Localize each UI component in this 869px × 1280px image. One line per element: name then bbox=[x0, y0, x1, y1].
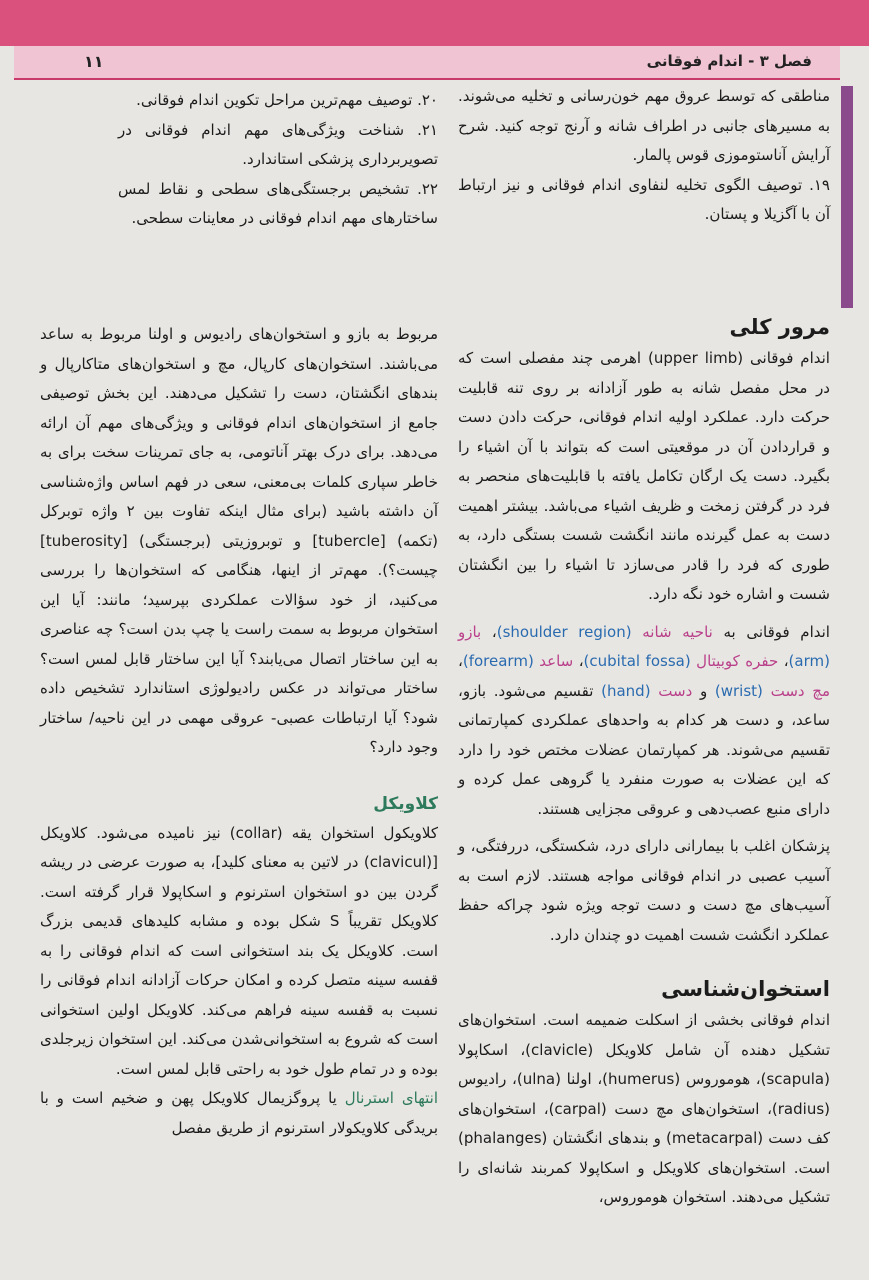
term-arm-en: (arm) bbox=[788, 652, 830, 670]
top-color-band bbox=[0, 0, 869, 46]
term-wrist-en: (wrist) bbox=[714, 681, 763, 700]
term-hand-en: (hand) bbox=[601, 681, 651, 700]
objective-20: ۲۰. توصیف مهم‌ترین مراحل تکوین اندام فوقانی. bbox=[136, 91, 438, 109]
term-arm: بازو bbox=[458, 622, 482, 641]
page-header bbox=[14, 46, 840, 80]
overview-heading: مرور کلی bbox=[729, 315, 830, 339]
overview-paragraph-1: اندام فوقانی (upper limb) اهرمی چند مفصلی است که در محل مفصل شانه به طور آزادانه بر روی تنه قابلیت حرکت دارد. عملکرد اولیه اندام فوقانی، حرکت دادن دست و قراردادن آن در موقعیتی است که بتواند با آن اشیاء را بگیرد. دست یک ارگان تکامل یافته با قابلیت‌های منحصر به فرد در گرفتن زمخت و ظریف اشیاء می‌باشد. بیشتر اهمیت دست به عمل گیرنده مانند انگشت شست بستگی دارد، به طوری که فرد را قادر می‌سازد تا اشیاء را بین انگشتان شست و اشاره خود نگه دارد. bbox=[458, 349, 830, 603]
osteology-heading: استخوان‌شناسی bbox=[661, 977, 830, 1001]
term-shoulder-region: ناحیه شانه bbox=[642, 622, 713, 641]
objective-19: ۱۹. توصیف الگوی تخلیه لنفاوی اندام فوقانی و نیز ارتباط آن با آگزیلا و پستان. bbox=[458, 175, 830, 223]
left-column-main bbox=[40, 320, 438, 1143]
right-column-main bbox=[458, 310, 830, 1213]
clavicle-heading: کلاویکل bbox=[373, 793, 438, 814]
chapter-side-tab bbox=[841, 86, 853, 308]
chapter-title: فصل ۳ - اندام فوقانی bbox=[646, 52, 812, 70]
term-forearm-en: (forearm) bbox=[462, 652, 534, 670]
overview-paragraph-3: پزشکان اغلب با بیمارانی دارای درد، شکستگی، دررفتگی، و آسیب عصبی در اندام فوقانی مواجه هستند. لازم است به آسیب‌های مچ دست و دست توجه ویژه شود چراکه حفظ عملکرد انگشت شست اهمیت دو چندان دارد. bbox=[458, 837, 830, 944]
page-number: ۱۱ bbox=[84, 52, 104, 71]
objective-22: ۲۲. تشخیص برجستگی‌های سطحی و نقاط لمس ساختارهای مهم اندام فوقانی در معاینات سطحی. bbox=[118, 179, 438, 227]
sternal-end-label: انتهای استرنال bbox=[344, 1089, 438, 1107]
term-cubital-fossa: حفره کوبیتال bbox=[696, 652, 779, 670]
term-shoulder-region-en: (shoulder region) bbox=[496, 622, 632, 641]
objective-18-continued: مناطقی که توسط عروق مهم خون‌رسانی و تخلیه می‌شوند. به مسیرهای جانبی در اطراف شانه و آرنج توجه کنید. شرح آرایش آناستوموزی قوس پالمار. bbox=[458, 87, 830, 164]
left-column-objectives bbox=[118, 86, 438, 234]
term-wrist: مچ دست bbox=[770, 681, 830, 700]
clavicle-paragraph-2: انتهای استرنال یا پروگزیمال کلاویکل پهن و ضخیم است و با بریدگی کلاویکولار استرنوم از طریق مفصل bbox=[40, 1089, 438, 1137]
term-forearm: ساعد bbox=[539, 652, 574, 670]
overview-paragraph-2: اندام فوقانی به ناحیه شانه (shoulder region)، بازو (arm)، حفره کوبیتال (cubital fossa)، ساعد (forearm)، مچ دست (wrist) و دست (hand) تقسیم می‌شود. بازو، ساعد، و دست هر کدام به واحدهای عملکردی کمپارتمانی تقسیم می‌شوند. هر کمپارتمان عضلات مختص خود را دارد که این عضلات به صورت منفرد یا گروهی عمل کرده و دارای منبع عصب‌دهی و عروقی مجزایی هستند. bbox=[458, 622, 830, 818]
objective-21: ۲۱. شناخت ویژگی‌های مهم اندام فوقانی در تصویربرداری پزشکی استاندارد. bbox=[118, 120, 438, 168]
right-column-objectives bbox=[458, 82, 830, 230]
term-hand: دست bbox=[658, 681, 693, 700]
term-cubital-fossa-en: (cubital fossa) bbox=[583, 652, 691, 670]
osteology-paragraph-2: مربوط به بازو و استخوان‌های رادیوس و اولنا مربوط به ساعد می‌باشند. استخوان‌های کارپال، مچ و استخوان‌های متاکارپال و بندهای انگشتان، دست را تشکیل می‌دهند. این بخش توصیفی جامع از استخوان‌های اندام فوقانی و ویژگی‌های مهم آن ارائه می‌دهد. برای درک بهتر آناتومی، به جای تمرینات سخت برای به خاطر سپاری کلمات بی‌معنی، سعی در فهم اساس واژه‌شناسی آن داشته باشید (برای مثال اینکه تفاوت بین ۲ واژه توبرکل (تکمه) [tubercle] و توبروزیتی (برجستگی) [tuberosity] چیست؟). مهم‌تر از اینها، هنگامی که استخوان‌ها را بررسی می‌کنید، از خود سؤالات عملکردی بپرسید؛ مانند: آیا این استخوان مربوط به سمت راست یا چپ بدن است؟ چه عناصری به این ساختار اتصال می‌یابند؟ آیا این ساختار قابل لمس است؟ ساختار می‌تواند در عکس رادیولوژی استاندارد تشخیص داده شود؟ آیا ارتباطات عصبی- عروقی مهمی در این ناحیه/ ساختار وجود دارد؟ bbox=[40, 325, 438, 756]
osteology-paragraph-1: اندام فوقانی بخشی از اسکلت ضمیمه است. استخوان‌های تشکیل دهنده آن شامل کلاویکل (clavicle)، اسکاپولا (scapula)، هوموروس (humerus)، اولنا (ulna)، رادیوس (radius)، استخوان‌های مچ دست (carpal)، استخوان‌های کف دست (metacarpal) و بندهای انگشتان (phalanges) است. استخوان‌های کلاویکل و اسکاپولا کمربند شانه‌ای را تشکیل می‌دهند. استخوان هوموروس، bbox=[458, 1011, 831, 1206]
clavicle-paragraph-1: کلاویکول استخوان یقه (collar) نیز نامیده می‌شود. کلاویکل [(clavicul) در لاتین به معنای کلید]، به صورت عرضی در ریشه گردن بین دو استخوان استرنوم و اسکاپولا قرار گرفته است. کلاویکل تقریباً S شکل بوده و مشابه کلیدهای قدیمی بزرگ است. کلاویکل یک بند استخوانی است که اندام فوقانی را به قفسه سینه متصل کرده و امکان حرکات آزادانه اندام فوقانی را نسبت به قفسه سینه فراهم می‌کند. کلاویکل اولین استخوانی است که شروع به استخوانی‌شدن می‌کند. این استخوان زیرجلدی بوده و در تمام طول خود به راحتی قابل لمس است. bbox=[40, 823, 438, 1078]
